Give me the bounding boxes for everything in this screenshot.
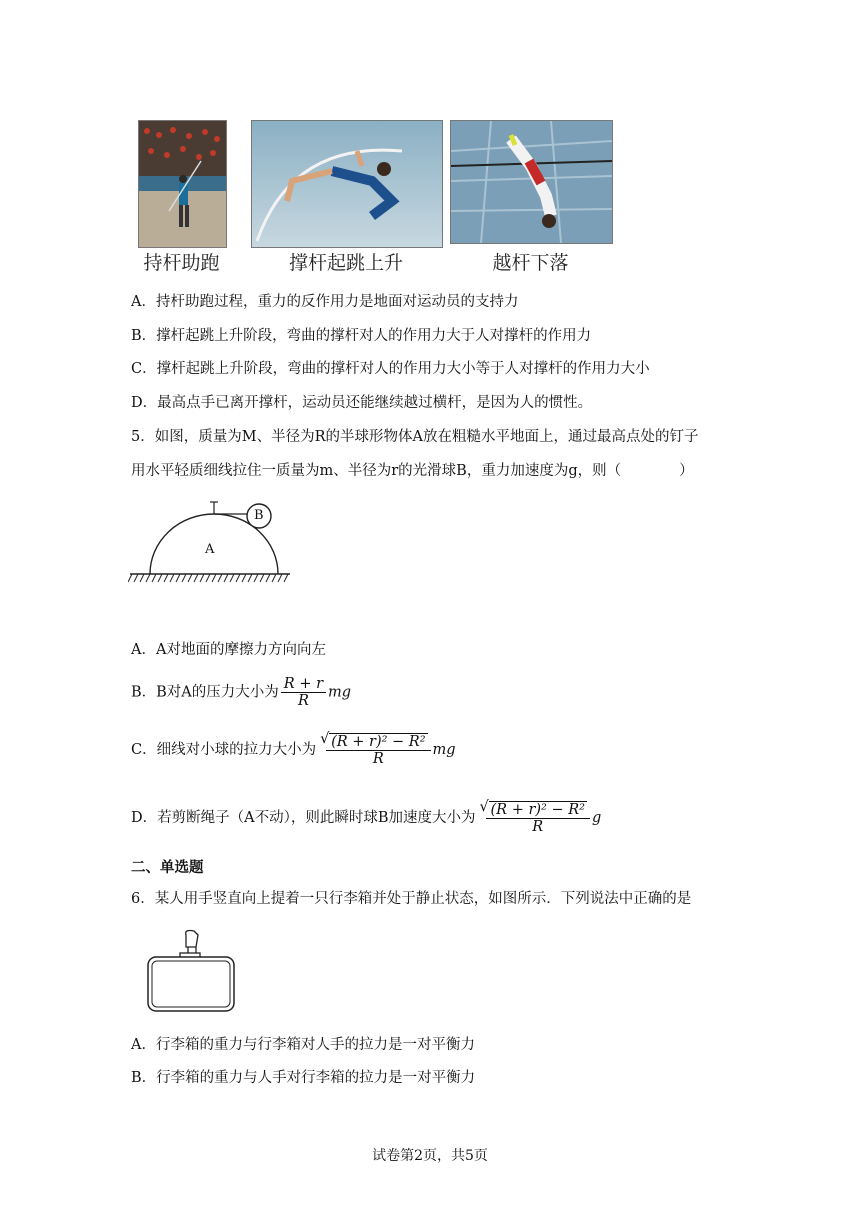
q5-option-b-suffix: mg [328,684,352,701]
caption-fall: 越杆下落 [492,252,569,274]
q5-option-c-suffix: mg [432,742,456,758]
q5-option-b-denominator: R [297,693,309,709]
q5-option-d [131,801,601,835]
q5-option-c-fraction [326,733,430,767]
q4-option-d: D．最高点手已离开撑杆，运动员还能继续越过横杆，是因为人的惯性。 [131,395,593,411]
q5-stem-line1: 5．如图，质量为M、半径为R的半球形物体A放在粗糙水平地面上，通过最高点处的钉子 [131,429,699,445]
q5-label-b: B [254,508,264,523]
page-footer: 试卷第2页，共5页 [372,1148,488,1164]
q4-option-a: A．持杆助跑过程，重力的反作用力是地面对运动员的支持力 [131,294,519,310]
photo-fall [450,120,613,244]
q5-option-b-numerator: R + r [281,676,326,693]
q5-label-a: A [205,542,215,557]
q5-option-b [131,676,351,709]
photo-rise [251,120,443,248]
caption-rise: 撑杆起跳上升 [288,252,403,274]
q6-stem: 6．某人用手竖直向上提着一只行李箱并处于静止状态，如图所示．下列说法中正确的是 [131,891,692,907]
q5-option-d-numerator: √ (R + r)² − R² [489,801,587,818]
q5-option-c-prefix: C．细线对小球的拉力大小为 [131,742,317,758]
q5-option-d-prefix: D．若剪断绳子（A不动），则此瞬时球B加速度大小为 [131,810,476,826]
q6-option-b: B．行李箱的重力与人手对行李箱的拉力是一对平衡力 [131,1070,476,1086]
q5-option-c-denominator: R [372,751,384,767]
q4-option-c: C．撑杆起跳上升阶段，弯曲的撑杆对人的作用力大小等于人对撑杆的作用力大小 [131,361,650,377]
q5-option-b-fraction [281,676,326,709]
photo-run [138,120,227,248]
q5-option-a: A．A对地面的摩擦力方向向左 [131,642,326,658]
q5-option-b-prefix: B．B对A的压力大小为 [131,684,279,701]
q6-option-a: A．行李箱的重力与行李箱对人手的拉力是一对平衡力 [131,1037,475,1053]
caption-run: 持杆助跑 [143,252,220,274]
q5-option-d-suffix: g [591,810,602,826]
q5-option-d-fraction [486,801,590,835]
q5-stem-line2: 用水平轻质细线拉住一质量为m、半径为r的光滑球B，重力加速度为g，则（ ） [131,463,694,479]
q5-option-c [131,733,456,767]
section-title: 二、单选题 [131,860,204,876]
q5-option-d-denominator: R [532,819,544,835]
q6-diagram [140,929,240,1015]
q4-option-b: B．撑杆起跳上升阶段，弯曲的撑杆对人的作用力大于人对撑杆的作用力 [131,328,592,344]
q5-option-c-numerator: √ (R + r)² − R² [329,733,427,750]
